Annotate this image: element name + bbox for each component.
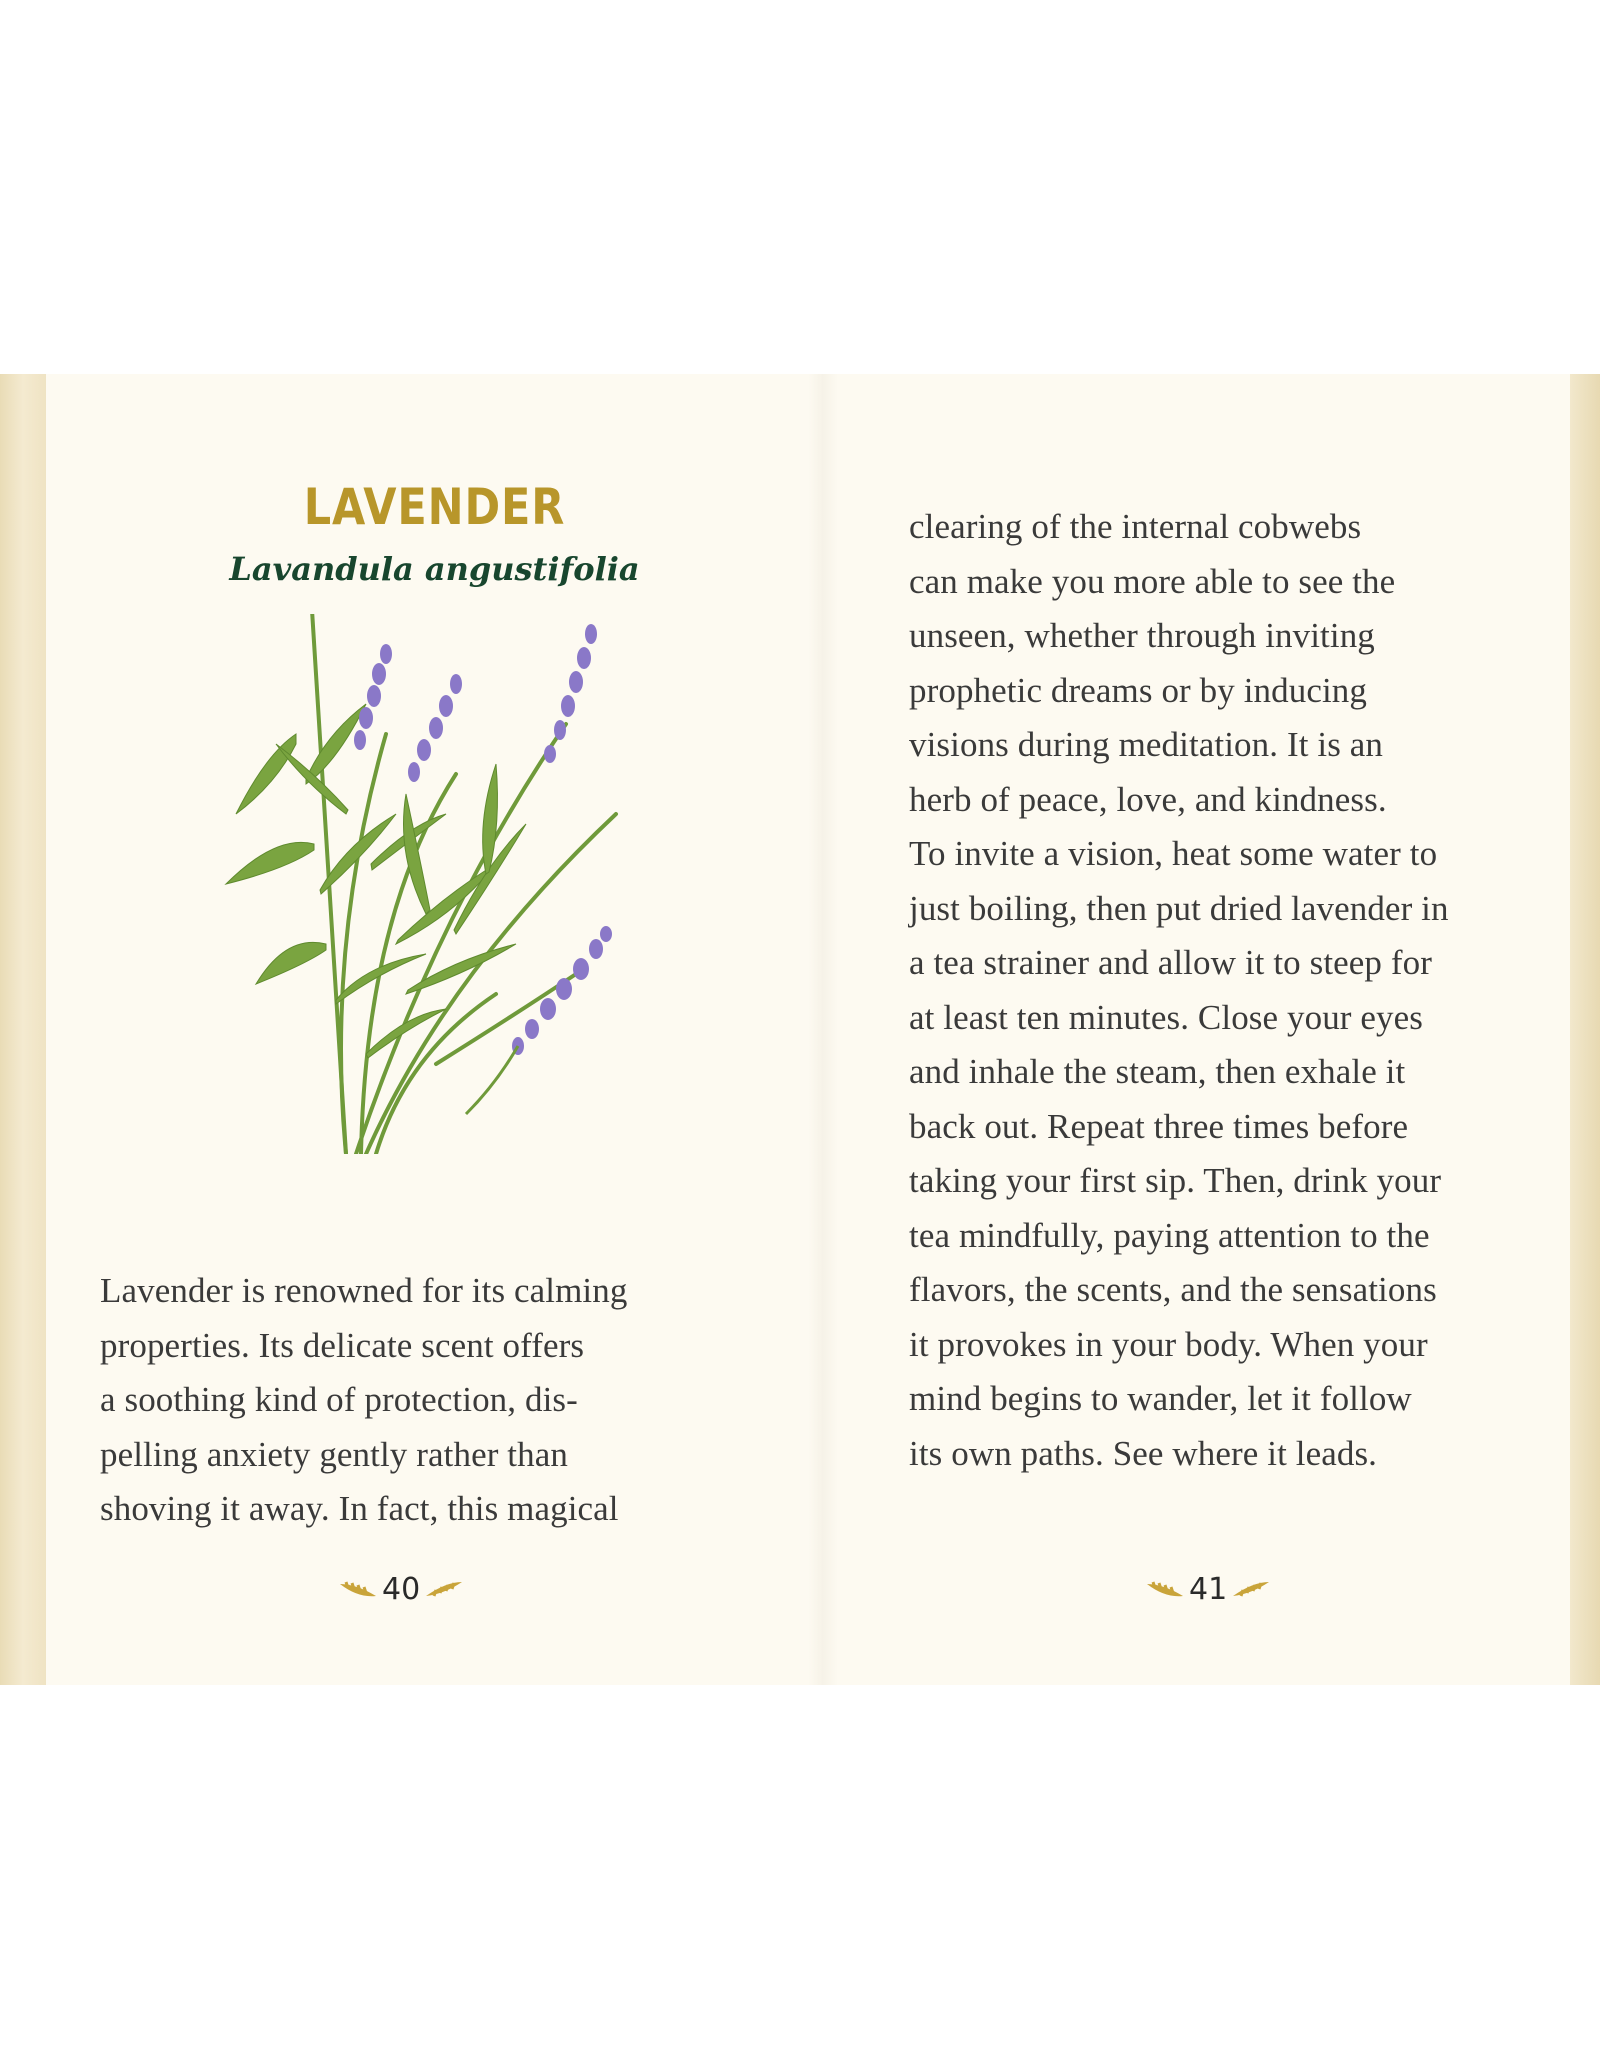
body-paragraph-left: Lavender is renowned for its calming properties. Its delicate scent offers a soothing kind of protection, dis- pelling anxiety gently rather than shoving it away. In fact, this magical — [100, 1271, 628, 1528]
book-spread — [0, 374, 1600, 1685]
lavender-illustration — [196, 614, 686, 1154]
page-number-right — [1145, 1572, 1271, 1607]
left-page — [46, 374, 823, 1685]
page-edge-right — [1570, 374, 1600, 1685]
page-number-left — [338, 1572, 464, 1607]
herb-latin-name: Lavandula angustifolia — [229, 550, 640, 588]
gold-leaf-icon — [1145, 1578, 1185, 1602]
herb-title: LAVENDER — [303, 478, 566, 536]
gold-leaf-icon — [424, 1578, 464, 1602]
gold-leaf-icon — [338, 1578, 378, 1602]
page-edge-left — [0, 374, 46, 1685]
page-number-label: 40 — [382, 1572, 421, 1607]
body-paragraph-right: clearing of the internal cobwebs can make you more able to see the unseen, whether through inviting prophetic dreams or by inducing visions during meditation. It is an herb of peace, love, and kindness. To invite a vision, heat some water to just boiling, then put dried lavender in a tea strainer and allow it to steep for at least ten minutes. Close your eyes and inhale the steam, then exhale it back out. Repeat three times before taking your first sip. Then, drink your tea mindfully, paying attention to the flavors, the scents, and the sensations it provokes in your body. When your mind begins to wander, let it follow its own paths. See where it leads. — [909, 507, 1449, 1473]
book-gutter — [808, 374, 838, 1685]
page-number-label: 41 — [1189, 1572, 1228, 1607]
gold-leaf-icon — [1231, 1578, 1271, 1602]
right-page — [823, 374, 1570, 1685]
